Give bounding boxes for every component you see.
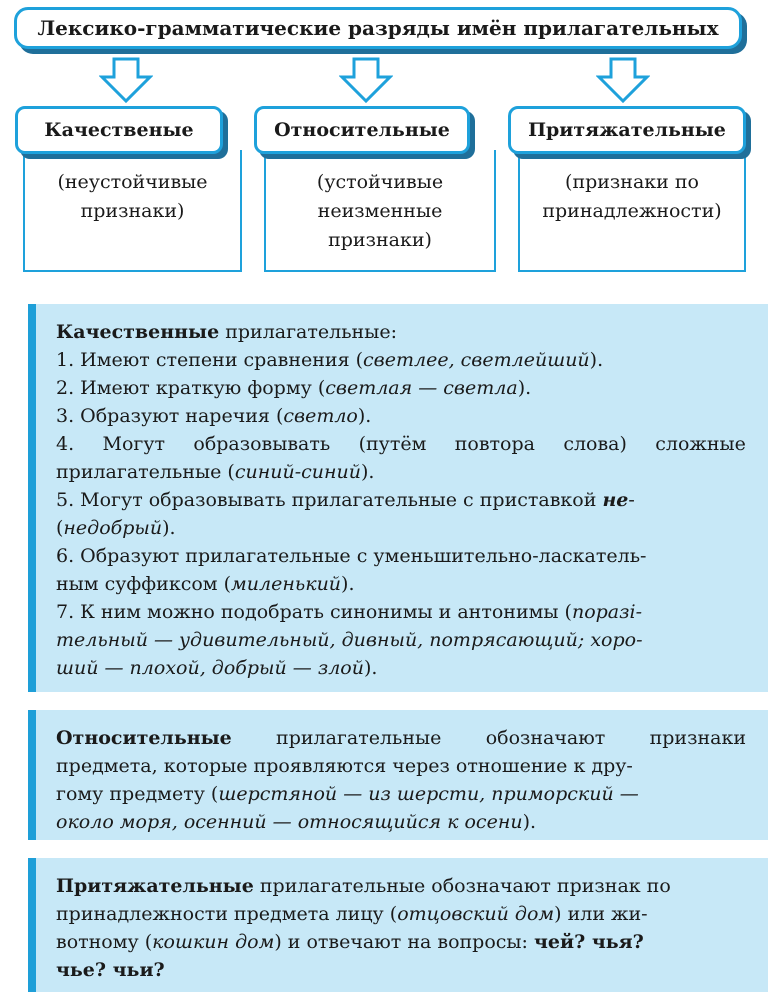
panel-line: гому предмету (шерстяной — из шерсти, приморский — [56,783,639,805]
category-desc-line: (устойчивые [316,171,444,193]
qualitative-panel [28,304,768,692]
panel-line: ным суффиксом (миленький). [56,573,355,595]
category-desc-line: (неустойчивые [57,171,208,193]
panel-line: 1. Имеют степени сравнения (светлее, светлейший). [56,349,604,371]
category-qualitative-header [15,106,223,154]
panel-line: 2. Имеют краткую форму (светлая — светла). [56,377,532,399]
panel-line: 6. Образуют прилагательные с уменьшительно-ласкатель- [56,545,647,567]
panel-line: 4. Могут образовывать (путём повтора слова) сложные [56,433,746,455]
possessive-panel [28,858,768,992]
panel-line: Притяжательные прилагательные обозначают признак по [56,875,671,897]
relative-panel [28,710,768,840]
panel-line: Относительные прилагательные обозначают признаки [56,727,746,749]
category-relative-body [264,150,496,272]
panel-line: 7. К ним можно подобрать синонимы и антонимы (поразі- [56,601,642,623]
page-title: Лексико-грамматические разряды имён прилагательных [37,16,719,40]
down-arrow-icon [596,57,650,103]
panel-line: вотному (кошкин дом) и отвечают на вопросы: чей? чья? [56,931,644,953]
panel-line: ший — плохой, добрый — злой). [56,657,378,679]
category-desc-line: (признаки по [565,171,699,193]
panel-line: прилагательные (синий-синий). [56,461,375,483]
panel-line: Качественные прилагательные: [56,321,397,343]
category-desc-line: признаки) [80,200,185,222]
down-arrow-icon [99,57,153,103]
category-possessive-body [518,150,746,272]
panel-line: (недобрый). [56,517,176,539]
panel-line: 5. Могут образовывать прилагательные с приставкой не- [56,489,635,511]
category-possessive-header [508,106,746,154]
category-desc-line: признаки) [328,229,432,251]
category-name: Притяжательные [528,119,726,141]
category-desc-line: принадлежности) [542,200,722,222]
category-relative-header [254,106,470,154]
panel-line: около моря, осенний — относящийся к осени). [56,811,537,833]
panel-line: 3. Образуют наречия (светло). [56,405,372,427]
panel-line: тельный — удивительный, дивный, потрясающий; хоро- [56,629,643,651]
panel-line: принадлежности предмета лицу (отцовский дом) или жи- [56,903,648,925]
down-arrow-icon [339,57,393,103]
title-box [14,7,742,49]
panel-line: предмета, которые проявляются через отношение к дру- [56,755,633,777]
category-desc-line: неизменные [317,200,443,222]
panel-line: чье? чьи? [56,959,165,981]
category-qualitative-body [23,150,242,272]
category-name: Относительные [274,119,450,141]
category-name: Качественые [44,119,194,141]
